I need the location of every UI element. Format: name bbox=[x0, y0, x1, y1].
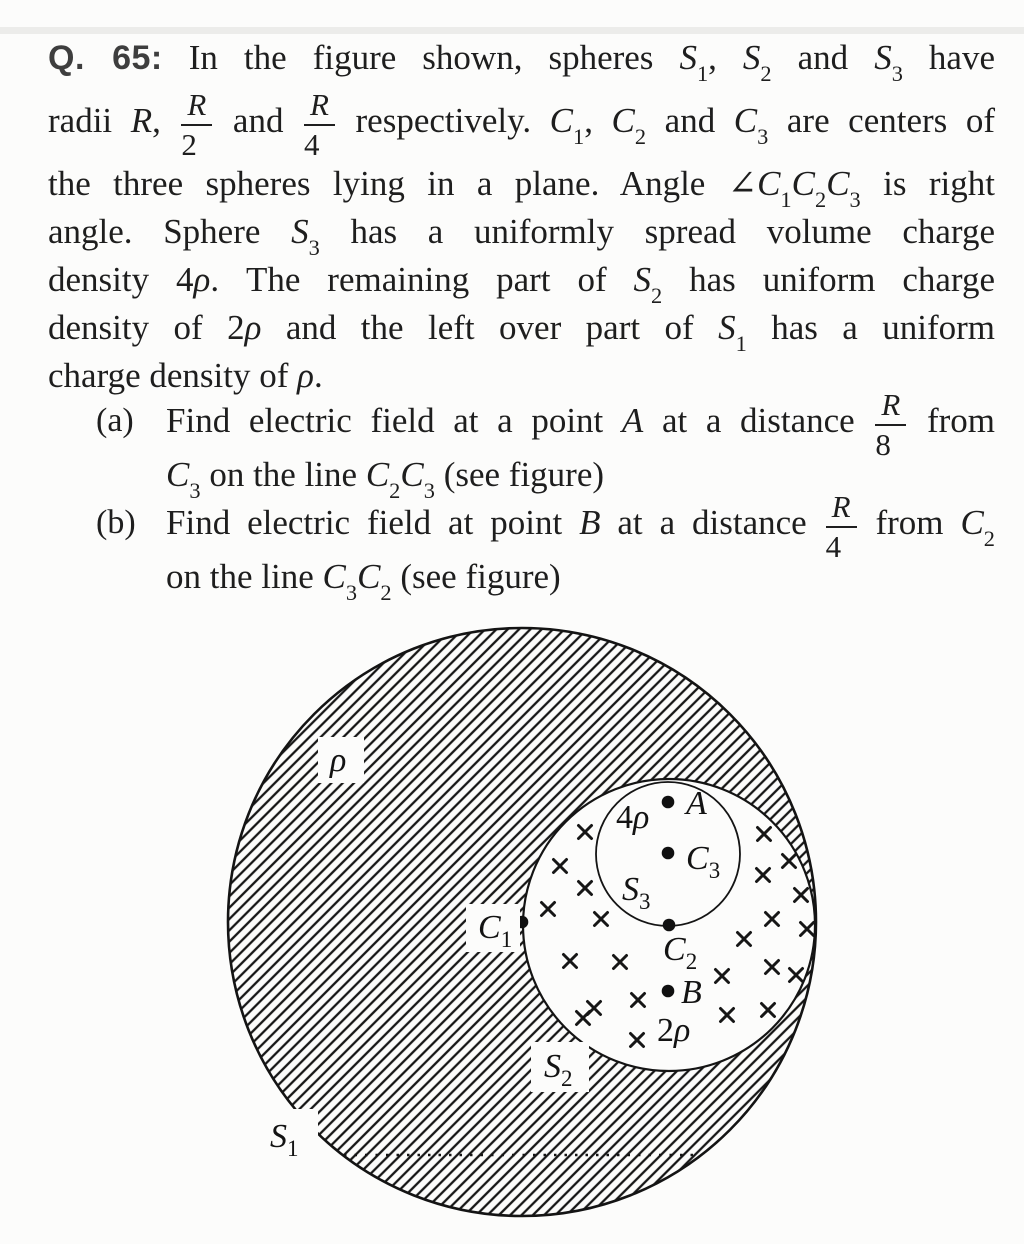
text-run: . bbox=[313, 356, 323, 395]
text-run: $C_3$ bbox=[400, 455, 435, 503]
text-run: ρ bbox=[193, 260, 211, 299]
text-run: In the figure shown, spheres bbox=[162, 38, 680, 77]
fraction: $\frac{R}{8}$ bbox=[875, 387, 906, 462]
text-run: $S_2$ bbox=[633, 260, 663, 308]
text-run: (see figure) bbox=[391, 557, 561, 596]
text-run: on the line bbox=[166, 557, 323, 596]
text-run: and bbox=[771, 38, 875, 77]
fraction: $\frac{R}{4}$ bbox=[826, 489, 857, 564]
text-run: $S_3$ bbox=[874, 38, 903, 86]
text-run: $C_2$ bbox=[791, 164, 827, 212]
question-number: Q. 65: bbox=[48, 39, 163, 77]
text-run: on the line bbox=[200, 455, 366, 494]
text-run: radii bbox=[48, 101, 131, 140]
figure-label-c3: $C_3$ bbox=[686, 840, 721, 883]
figure-label-b: B bbox=[681, 974, 702, 1011]
text-run: have bbox=[902, 38, 995, 77]
text-run: $C_3$ bbox=[733, 101, 769, 149]
text-run: and bbox=[646, 101, 734, 140]
fraction: $\frac{R}{4}$ bbox=[304, 87, 335, 162]
figure-label-s2: $S_2$ bbox=[544, 1048, 573, 1091]
text-run: , bbox=[584, 101, 612, 140]
point-dot-C3 bbox=[662, 847, 675, 860]
text-run: respectively. bbox=[336, 101, 550, 140]
text-run: angle. Sphere bbox=[48, 212, 292, 251]
text-run: the three spheres lying in a plane. Angle bbox=[48, 164, 728, 203]
text-run: are centers of bbox=[768, 101, 995, 140]
text-run: $C_1$ bbox=[757, 164, 792, 212]
text-run: ρ bbox=[297, 356, 314, 395]
text-run: from bbox=[858, 503, 961, 542]
text-run: A bbox=[621, 401, 644, 440]
text-run: $C_2$ bbox=[960, 503, 995, 551]
figure-label-s3: $S_3$ bbox=[622, 871, 651, 914]
text-run: $C_3$ bbox=[322, 557, 358, 605]
text-run: has uniform charge bbox=[662, 260, 995, 299]
figure-label-4rho: 4ρ bbox=[616, 799, 650, 836]
fraction: $\frac{R}{2}$ bbox=[181, 87, 212, 162]
figure-label-c2: $C_2$ bbox=[663, 931, 698, 974]
text-run: $C_1$ bbox=[549, 101, 585, 149]
text-run: has a uniform bbox=[746, 308, 995, 347]
figure-label-rho: ρ bbox=[330, 742, 347, 779]
text-run: $S_3$ bbox=[291, 212, 320, 260]
text-run: $C_2$ bbox=[365, 455, 401, 503]
point-dot-C2 bbox=[663, 919, 676, 932]
text-run: ρ bbox=[244, 308, 262, 347]
text-run: R bbox=[130, 101, 153, 140]
text-run: Find electric field at point bbox=[166, 503, 580, 542]
text-run: and bbox=[214, 101, 303, 140]
point-dot-A bbox=[662, 796, 675, 809]
figure-label-2rho: 2ρ bbox=[657, 1012, 691, 1049]
text-run: at a distance bbox=[643, 401, 874, 440]
text-run: charge density of bbox=[48, 356, 298, 395]
text-run: $C_3$ bbox=[826, 164, 861, 212]
text-run: $C_2$ bbox=[611, 101, 647, 149]
text-run: , bbox=[708, 38, 743, 77]
text-run: . The remaining part of bbox=[210, 260, 634, 299]
text-run: (see figure) bbox=[434, 455, 605, 494]
part-a-label: (a) bbox=[96, 402, 134, 439]
text-run: is right bbox=[860, 164, 995, 203]
figure-label-a: A bbox=[686, 785, 707, 822]
figure-label-s1: $S_1$ bbox=[270, 1118, 299, 1161]
text-run: and the left over part of bbox=[261, 308, 719, 347]
text-run: from bbox=[908, 401, 995, 440]
text-run: $S_1$ bbox=[718, 308, 747, 356]
point-dot-B bbox=[662, 985, 675, 998]
text-run: B bbox=[579, 503, 601, 542]
text-run: at a distance bbox=[600, 503, 824, 542]
text-run: $C_2$ bbox=[357, 557, 392, 605]
part-b-label: (b) bbox=[96, 504, 136, 541]
text-run: $S_1$ bbox=[679, 38, 709, 86]
figure-label-c1: $C_1$ bbox=[478, 909, 513, 952]
text-run: $C_3$ bbox=[166, 455, 201, 503]
text-run: Find electric field at a point bbox=[166, 401, 622, 440]
text-run: , bbox=[152, 101, 180, 140]
text-run: has a uniformly spread volume charge bbox=[319, 212, 995, 251]
text-run: ∠ bbox=[727, 164, 758, 203]
text-run: $S_2$ bbox=[742, 38, 772, 86]
text-run: density of 2 bbox=[48, 308, 245, 347]
text-run: density 4 bbox=[48, 260, 194, 299]
